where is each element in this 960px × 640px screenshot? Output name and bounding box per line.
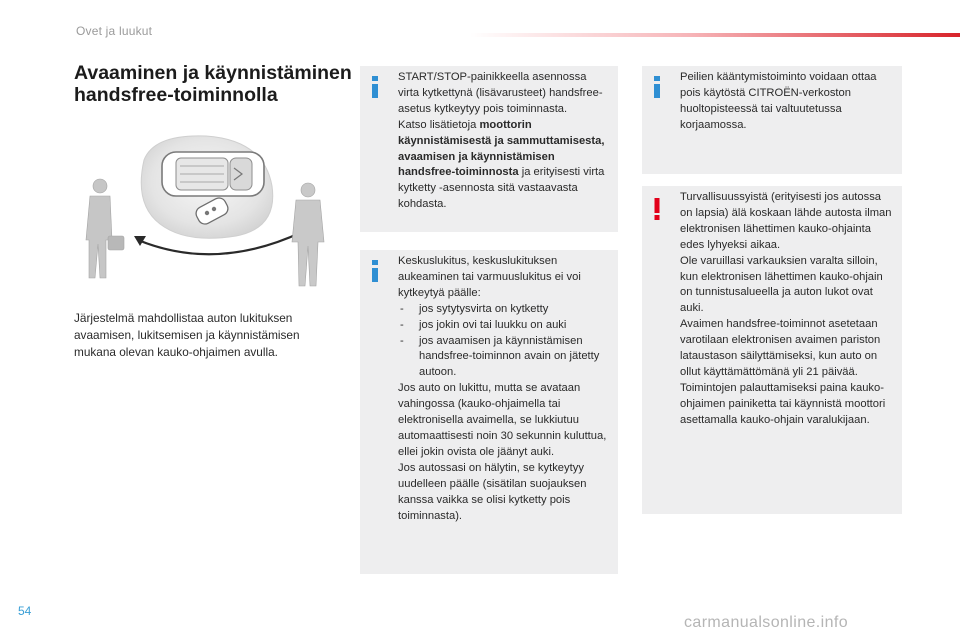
info-text: START/STOP-painikkeella asennossa virta kytkettynä (lisävarusteet) handsfree-asetus kytkeytyy pois toiminnasta. <box>398 71 603 115</box>
info-box-start-stop <box>360 66 618 232</box>
warning-box-safety <box>642 186 902 514</box>
person-standing <box>292 183 324 286</box>
person-with-bag <box>86 179 124 278</box>
condition-list <box>398 302 610 382</box>
page-title: Avaaminen ja käynnistäminen handsfree-toiminnolla <box>74 62 352 106</box>
warning-text: Toimintojen palauttamiseksi paina kauko-ohjaimen painiketta tai käynnistä moottori asettamalla kauko-ohjain varalukijaan. <box>680 381 886 426</box>
info-text: Jos auto on lukittu, mutta se avataan vahingossa (kauko-ohjaimella tai elektronisella avaimella, se lukkiutuu automaattisesti noin 30 sekunnin kuluttua, ellei jokin ovista ole jäänyt auki. <box>398 382 607 458</box>
list-item: - jos sytytysvirta on kytketty <box>398 302 610 318</box>
list-item: - jos avaamisen ja käynnistämisen handsfree-toiminnon avain on jätetty autoon. <box>398 334 610 382</box>
info-icon <box>372 76 378 98</box>
warning-text: Turvallisuussyistä (erityisesti jos autossa on lapsia) älä koskaan lähde autosta ilman elektronisen lähettimen kauko-ohjainta edes lyhyeksi aikaa. <box>680 191 892 251</box>
warning-icon <box>654 198 660 220</box>
info-text: Jos autossasi on hälytin, se kytkeytyy uudelleen päälle (sisätilan suojauksen kanssa vaikka se olisi kytketty pois toiminnasta). <box>398 461 587 522</box>
section-title: Ovet ja luukut <box>76 24 153 38</box>
watermark: carmanualsonline.info <box>684 614 849 631</box>
info-icon <box>372 260 378 282</box>
header-accent-line <box>470 33 960 37</box>
info-text: Keskuslukitus, keskuslukituksen aukeaminen tai varmuuslukitus ei voi kytkeytyä päälle: <box>398 255 581 299</box>
intro-text: Järjestelmä mahdollistaa auton lukituksen avaamisen, lukitsemisen ja käynnistämisen mukana olevan kauko-ohjaimen avulla. <box>74 311 300 359</box>
list-item: - jos jokin ovi tai luukku on auki <box>398 318 610 334</box>
warning-text: Avaimen handsfree-toiminnot asetetaan varotilaan elektronisen avaimen pariston lataustason säilyttämiseksi, kun auto on ollut käyttämättömänä yli 21 päivää. <box>680 318 881 378</box>
info-text: Peilien kääntymistoiminto voidaan ottaa pois käytöstä CITROËN-verkoston huoltopisteessä tai valtuutetussa korjaamossa. <box>680 71 877 131</box>
handsfree-illustration <box>76 128 336 300</box>
info-box-central-locking <box>360 250 618 574</box>
info-text-reference: Katso lisätietoja moottorin käynnistämisestä ja sammuttamisesta, avaamisen ja käynnistämisen handsfree-toiminnosta ja erityisesti virta kytketty -asennosta sitä vastaavasta kohdasta. <box>398 118 605 211</box>
info-box-mirrors <box>642 66 902 174</box>
info-icon <box>654 76 660 98</box>
car-top-view <box>162 152 264 196</box>
page-number: 54 <box>18 604 32 618</box>
warning-text: Ole varuillasi varkauksien varalta silloin, kun elektronisen lähettimen kauko-ohjain on tunnistusalueella ja auton lukot ovat auki. <box>680 254 883 315</box>
